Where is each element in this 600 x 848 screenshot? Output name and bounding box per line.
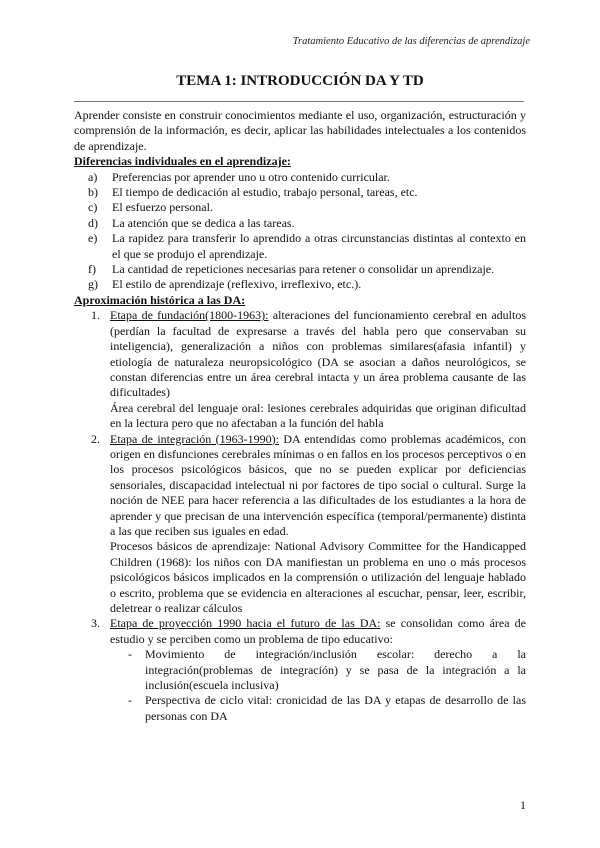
stages-list xyxy=(74,308,526,724)
stage-item-fundacion: 1. Etapa de fundación(1800-1963): alteraciones del funcionamiento cerebral en adultos (perdían la facultad de expresarse a través del habla pero que conservaban su inteligencia), generalización a niños con problemas similares(afasia infantil) y etiología de naturaleza neuropsicológico (DA se asocian a daños neurológicos, se constan diferencias entre un área cerebral intacta y un área problema causante de las dificultades) Área cerebral del lenguaje oral: lesiones cerebrales adquiridas que originan dificultad en la lectura pero que no afectaban a la función del habla xyxy=(91,308,527,431)
stage-note: Área cerebral del lenguaje oral: lesiones cerebrales adquiridas que originan dificultad en la lectura pero que no afectaban a la función del habla xyxy=(110,400,526,431)
running-header: Tratamiento Educativo de las diferencias de aprendizaje xyxy=(292,36,530,47)
page-number: 1 xyxy=(520,798,526,812)
stage-item-integracion: 2. Etapa de integración (1963-1990): DA entendidas como problemas académicos, con origen en disfunciones cerebrales mínimas o en fallos en los procesos perceptivos o en los procesos psicológicos básicos, que no se pueden explicar por deficiencias sensoriales, discapacidad intelectual ni por factores de tipo social o cultural. Surge la noción de NEE para hacer referencia a las dificultades de los estudiantes a la hora de aprender y que precisan de una intervención específica (temporal/permanente) distinta a las que reciben sus iguales en edad. Procesos básicos de aprendizaje: National Advisory Committee for the Handicapped Children (1968): los niños con DA manifiestan un problema en uno o más procesos psicológicos básicos implicados en la comprensión o utilización del lenguaje hablado o escrito, problema que se evidencia en alteraciones al escuchar, pensar, leer, escribir, deletrear o realizar cálculos xyxy=(91,431,526,615)
bullet-item: - Movimiento de integración/inclusión escolar: derecho a la integración(problemas de integración) y se pasa de la integración a la inclusión(escuela inclusiva) xyxy=(128,647,526,693)
title-divider xyxy=(74,101,524,102)
list-item: a) Preferencias por aprender uno u otro contenido curricular. xyxy=(88,169,390,184)
stage-label: Etapa de fundación(1800-1963): xyxy=(110,308,269,323)
stage-note: Procesos básicos de aprendizaje: National Advisory Committee for the Handicapped Children (1968): los niños con DA manifiestan un problema en uno o más procesos psicológicos básicos implicados en la comprensión o utilización del lenguaje hablado o escrito, problema que se evidencia en alteraciones al escuchar, pensar, leer, escribir, deletrear o realizar cálculos xyxy=(110,539,526,615)
intro-paragraph: Aprender consiste en construir conocimientos mediante el uso, organización, estructuración y comprensión de la información, es decir, aplicar las habilidades intelectuales a los contenidos de aprendizaje. xyxy=(74,108,526,153)
stage-item-proyeccion: 3. Etapa de proyección 1990 hacia el futuro de las DA: se consolidan como área de estudio y se perciben como un problema de tipo educativo: - Movimiento de integración/inclusión escolar: derecho a la integración(problemas de integración) y se pasa de la integración a la inclusión(escuela inclusiva) - Perspectiva de ciclo vital: cronicidad de las DA y etapas de desarrollo de las personas con DA xyxy=(91,616,527,723)
list-item: e) La rapidez para transferir lo aprendido a otras circunstancias distintas al contexto en el que se produjo el aprendizaje. xyxy=(88,231,526,261)
stage-label: Etapa de integración (1963-1990): xyxy=(110,431,279,446)
list-item: g) El estilo de aprendizaje (reflexivo, irreflexivo, etc.). xyxy=(88,277,362,292)
differences-list xyxy=(74,170,526,293)
section-heading-aproximacion: Aproximación histórica a las DA: xyxy=(74,292,246,307)
list-item: c) El esfuerzo personal. xyxy=(88,200,213,215)
stage-bullets xyxy=(110,647,526,724)
list-item: d) La atención que se dedica a las tareas. xyxy=(88,215,295,230)
bullet-item: - Perspectiva de ciclo vital: cronicidad de las DA y etapas de desarrollo de las personas con DA xyxy=(128,693,526,723)
document-body xyxy=(74,108,526,724)
list-item: b) El tiempo de dedicación al estudio, trabajo personal, tareas, etc. xyxy=(88,185,418,200)
stage-label: Etapa de proyección 1990 hacia el futuro de las DA: xyxy=(110,616,381,631)
section-heading-diferencias: Diferencias individuales en el aprendizaje: xyxy=(74,154,291,169)
list-item: f) La cantidad de repeticiones necesarias para retener o consolidar un aprendizaje. xyxy=(88,262,495,277)
page-title: TEMA 1: INTRODUCCIÓN DA Y TD xyxy=(176,73,424,89)
